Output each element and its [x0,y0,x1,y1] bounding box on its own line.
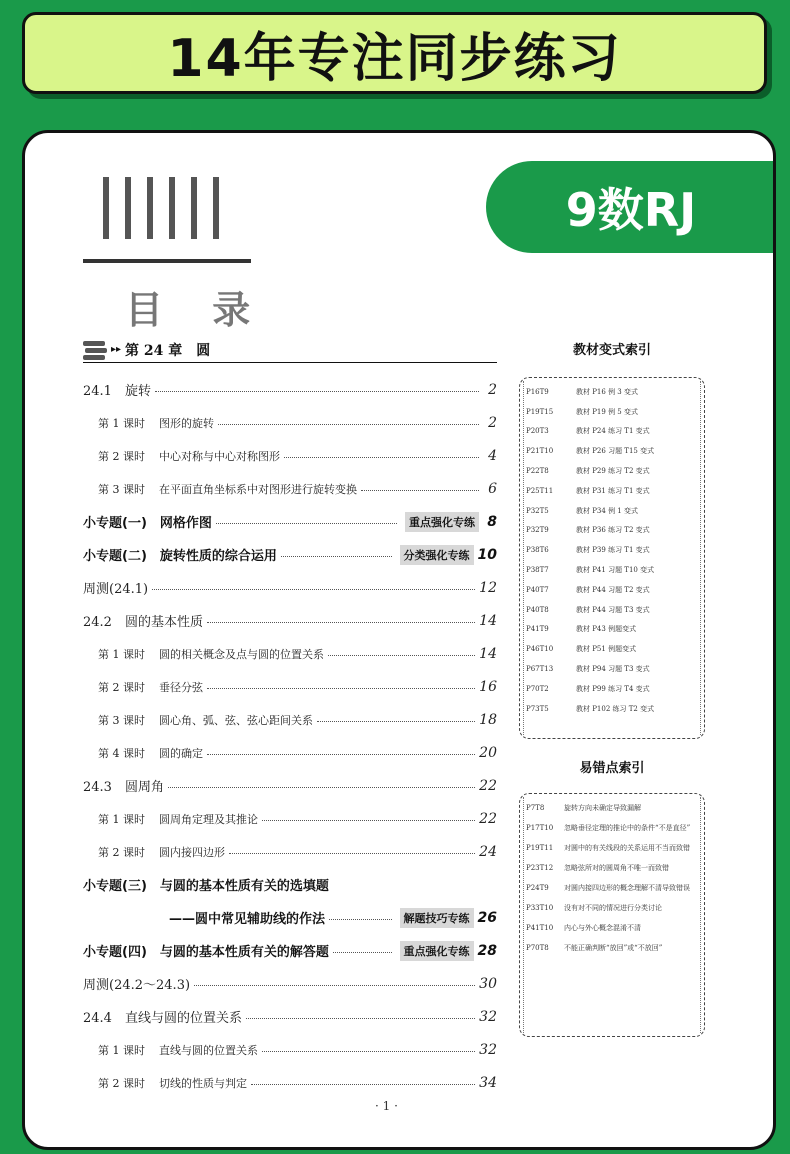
toc-row[interactable] [83,1066,497,1099]
variant-text: 教材 P39 练习 T1 变式 [576,546,650,555]
variant-text: 教材 P31 练习 T1 变式 [576,486,650,495]
variant-text: 教材 P36 练习 T2 变式 [576,526,650,535]
toc-page-number: 20 [479,744,497,761]
variant-code: P32T9 [526,526,549,535]
error-text: 不能正确判断“放回”或“不放回” [564,944,663,952]
variant-row [526,600,698,620]
toc-label: 切线的性质与判定 [159,1076,247,1090]
variant-code: P16T9 [526,387,549,396]
variant-code: P67T13 [526,665,554,674]
error-row [526,920,698,936]
toc-page-number: 16 [479,678,497,695]
lesson-ordinal: 第 2 课时 [98,845,145,859]
toc-label: 周测(24.1) [83,582,149,597]
toc-row[interactable] [83,967,497,1000]
toc-label: 圆心角、弧、弦、弦心距间关系 [159,713,313,727]
variant-code: P40T8 [526,605,549,614]
variant-text: 教材 P26 习题 T15 变式 [576,447,655,456]
toc-page-number: 22 [479,777,497,794]
variant-text: 教材 P94 习题 T3 变式 [576,665,650,674]
dot-leader [317,721,475,722]
dot-leader [194,985,475,986]
variant-text: 教材 P51 例题变式 [576,645,637,654]
variant-row [526,382,698,402]
variant-text: 教材 P44 习题 T3 变式 [576,605,650,614]
variants-index-box [519,377,705,739]
toc-row[interactable] [83,802,497,835]
variant-text: 教材 P34 例 1 变式 [576,506,638,515]
practice-tag: 分类强化专练 [400,545,474,565]
chapter-header [83,337,497,363]
toc-row[interactable] [83,901,497,934]
toc-label: 小专题(三) 与圆的基本性质有关的选填题 [83,879,329,894]
toc-label: 在平面直角坐标系中对图形进行旋转变换 [159,482,357,496]
lesson-ordinal: 第 1 课时 [98,647,145,661]
variant-text: 教材 P16 例 3 变式 [576,387,638,396]
toc-label: 周测(24.2～24.3) [83,978,191,993]
lesson-ordinal: 第 2 课时 [98,680,145,694]
variant-row [526,501,698,521]
variant-code: P46T10 [526,645,554,654]
toc-row[interactable] [83,703,497,736]
dot-leader [329,919,392,920]
toc-page-number: 32 [479,1041,497,1058]
error-row [526,900,698,916]
toc-row[interactable] [83,1033,497,1066]
variant-row [526,639,698,659]
variant-code: P40T7 [526,585,549,594]
lesson-ordinal: 第 1 课时 [98,1043,145,1057]
error-code: P17T10 [526,824,554,832]
variant-text: 教材 P19 例 5 变式 [576,407,638,416]
chapter-title: 第 24 章 圆 [125,342,211,359]
toc-row[interactable] [83,835,497,868]
toc-page-number: 6 [488,480,497,497]
top-banner [22,12,767,94]
variant-code: P73T5 [526,704,549,713]
variant-row [526,620,698,640]
dot-leader [251,1084,475,1085]
variant-code: P38T6 [526,546,549,555]
toc-page-number: 34 [479,1074,497,1091]
error-text: 忽略弦所对的圆周角不唯一而致错 [564,864,669,872]
toc-label: 图形的旋转 [159,416,214,430]
double-arrow-icon: ▸▸ [111,344,122,355]
error-row [526,860,698,876]
error-text: 旋转方向未确定导致漏解 [564,804,641,812]
page-title: 目 录 [125,287,269,332]
error-row [526,820,698,836]
practice-tag: 解题技巧专练 [400,908,474,928]
variant-code: P32T5 [526,506,549,515]
dot-leader [207,688,475,689]
error-row [526,800,698,816]
error-code: P41T10 [526,924,554,932]
variant-text: 教材 P43 例题变式 [576,625,637,634]
variant-code: P19T15 [526,407,554,416]
book-stack-icon [83,339,107,361]
dot-leader [328,655,475,656]
toc-row[interactable] [83,373,497,406]
dot-leader [168,787,475,788]
toc-list [83,373,497,1099]
toc-page-number: 10 [477,546,497,563]
variant-code: P41T9 [526,625,549,634]
dot-leader [284,457,479,458]
variant-code: P70T2 [526,684,549,693]
variant-text: 教材 P99 练习 T4 变式 [576,684,650,693]
variant-row [526,422,698,442]
toc-row[interactable] [83,736,497,769]
dot-leader [207,754,475,755]
toc-label: 小专题(一) 网格作图 [83,516,212,531]
dot-leader [333,952,392,953]
error-code: P24T9 [526,884,549,892]
errors-index-box [519,793,705,1037]
error-text: 没有对不同的情况进行分类讨论 [564,904,662,912]
lesson-ordinal: 第 1 课时 [98,812,145,826]
toc-page-number: 24 [479,843,497,860]
banner-title: 14年专注同步练习 [167,28,622,89]
error-code: P33T10 [526,904,554,912]
toc-page-number: 2 [488,414,497,431]
page-number: · 1 · [375,1099,398,1113]
toc-row[interactable] [83,406,497,439]
variant-code: P20T3 [526,427,549,436]
toc-page-number: 4 [488,447,497,464]
lesson-ordinal: 第 3 课时 [98,482,145,496]
dot-leader [216,523,397,524]
toc-label: 中心对称与中心对称图形 [159,449,280,463]
toc-page-number: 14 [479,645,497,662]
toc-label: ——圆中常见辅助线的作法 [169,912,326,927]
toc-page-number: 28 [477,942,497,959]
toc-label: 直线与圆的位置关系 [159,1043,258,1057]
toc-row[interactable] [83,769,497,802]
toc-page-number: 22 [479,810,497,827]
lesson-ordinal: 第 1 课时 [98,416,145,430]
dot-leader [361,490,479,491]
variant-row [526,659,698,679]
toc-page-number: 18 [479,711,497,728]
variant-row [526,441,698,461]
lesson-ordinal: 第 3 课时 [98,713,145,727]
variant-row [526,461,698,481]
variant-row [526,521,698,541]
toc-page-number: 26 [477,909,497,926]
toc-label: 24.4 直线与圆的位置关系 [83,1011,242,1026]
toc-page-number: 32 [479,1008,497,1025]
decorative-bars [103,177,219,239]
toc-row[interactable] [83,1000,497,1033]
variant-code: P22T8 [526,467,549,476]
variant-row [526,679,698,699]
dot-leader [229,853,475,854]
variant-code: P21T10 [526,447,554,456]
variant-text: 教材 P24 练习 T1 变式 [576,427,650,436]
variant-text: 教材 P44 习题 T2 变式 [576,585,650,594]
toc-label: 24.2 圆的基本性质 [83,615,203,630]
toc-row[interactable] [83,538,497,571]
variant-code: P25T11 [526,486,554,495]
error-row [526,840,698,856]
toc-page-number: 2 [488,381,497,398]
toc-page-number: 30 [479,975,497,992]
toc-row[interactable] [83,637,497,670]
toc-label: 小专题(二) 旋转性质的综合运用 [83,549,277,564]
toc-page-number: 14 [479,612,497,629]
dot-leader [262,1051,475,1052]
lesson-ordinal: 第 2 课时 [98,449,145,463]
error-row [526,880,698,896]
toc-row[interactable] [83,934,497,967]
toc-row[interactable] [83,472,497,505]
toc-label: 小专题(四) 与圆的基本性质有关的解答题 [83,945,329,960]
toc-row[interactable] [83,604,497,637]
error-code: P70T8 [526,944,549,952]
error-row [526,940,698,956]
toc-label: 圆的确定 [159,746,203,760]
dot-leader [218,424,479,425]
error-code: P7T8 [526,804,545,812]
dot-leader [281,556,392,557]
dot-leader [246,1018,475,1019]
toc-row[interactable] [83,670,497,703]
toc-label: 圆的相关概念及点与圆的位置关系 [159,647,324,661]
toc-row[interactable] [83,439,497,472]
error-text: 内心与外心概念混淆不清 [564,924,641,932]
subject-tab [486,161,776,253]
dot-leader [155,391,479,392]
errors-title: 易错点索引 [579,761,645,776]
variants-title: 教材变式索引 [572,343,651,358]
toc-label: 24.1 旋转 [83,384,151,399]
variant-code: P38T7 [526,566,549,575]
variant-row [526,402,698,422]
variant-text: 教材 P102 练习 T2 变式 [576,704,655,713]
error-code: P19T11 [526,844,554,852]
toc-label: 24.3 圆周角 [83,780,164,795]
toc-label: 垂径分弦 [159,680,203,694]
toc-label: 圆内接四边形 [159,845,225,859]
toc-page-number: 12 [479,579,497,596]
practice-tag: 重点强化专练 [400,941,474,961]
toc-card [22,130,776,1150]
lesson-ordinal: 第 2 课时 [98,1076,145,1090]
toc-page-number: 8 [487,513,497,530]
variant-row [526,481,698,501]
toc-row[interactable] [83,505,497,538]
variant-row [526,580,698,600]
lesson-ordinal: 第 4 课时 [98,746,145,760]
variant-text: 教材 P29 练习 T2 变式 [576,467,650,476]
dot-leader [262,820,475,821]
toc-row[interactable] [83,571,497,604]
toc-label: 圆周角定理及其推论 [159,812,258,826]
variant-row [526,560,698,580]
heading-rule [83,259,251,263]
dot-leader [152,589,475,590]
error-text: 对圆内接四边形的概念理解不清导致错误 [564,884,690,892]
toc-row[interactable] [83,868,497,901]
subject-label: 9数RJ [565,183,697,237]
error-text: 对圆中的有关线段的关系运用不当而致错 [564,844,690,852]
error-text: 忽略垂径定理的推论中的条件“不是直径” [564,824,691,832]
variant-row [526,540,698,560]
variant-text: 教材 P41 习题 T10 变式 [576,566,655,575]
error-code: P23T12 [526,864,554,872]
variant-row [526,699,698,719]
practice-tag: 重点强化专练 [405,512,479,532]
dot-leader [207,622,475,623]
